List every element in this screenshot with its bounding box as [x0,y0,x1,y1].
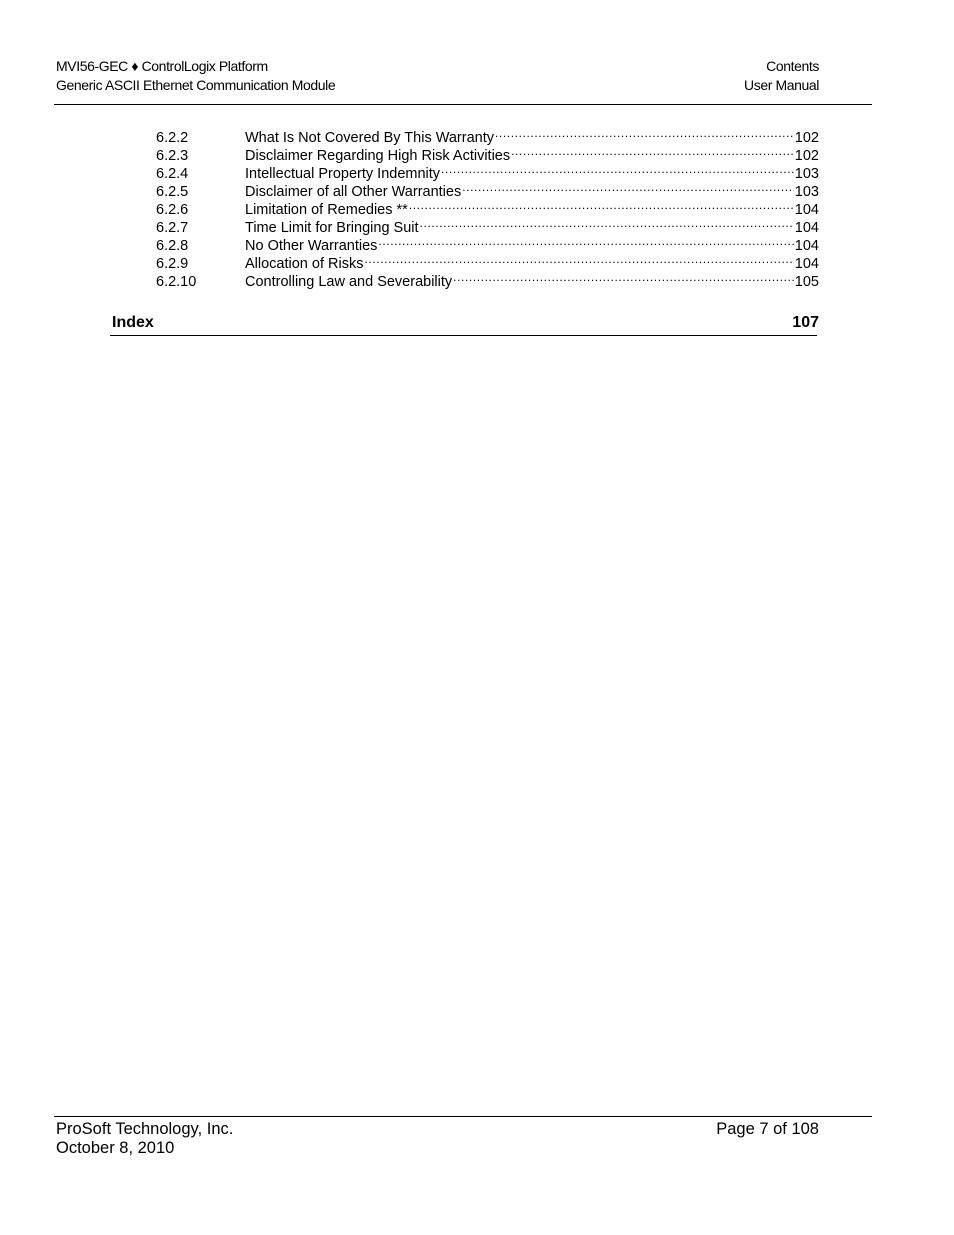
toc-entry-number: 6.2.5 [156,184,189,200]
header-divider [54,104,872,105]
toc-dot-leader [511,142,794,160]
toc-dot-leader [453,268,794,286]
toc-entry-title: Limitation of Remedies ** [245,202,408,218]
page-header [56,57,819,95]
toc-entry[interactable] [156,124,819,146]
header-row-1 [56,57,819,76]
toc-dot-leader [462,178,794,196]
footer-row-1 [56,1120,819,1139]
header-row-2 [56,76,819,95]
toc-entry-title: Time Limit for Bringing Suit [245,220,419,236]
toc-entry-title: What Is Not Covered By This Warranty [245,130,494,146]
page-footer [56,1120,819,1158]
toc-entry-title: Disclaimer Regarding High Risk Activities [245,148,511,164]
toc-entry-number: 6.2.10 [156,274,197,290]
toc-dot-leader [364,250,793,268]
header-section-name: Contents [766,58,819,74]
toc-entry-page: 102 [794,130,819,146]
toc-index-entry[interactable] [112,313,819,333]
header-document-type: User Manual [744,77,819,93]
toc-entry-number: 6.2.7 [156,220,189,236]
toc-entry-title: Intellectual Property Indemnity [245,166,441,182]
index-divider [110,335,817,336]
toc-entry-title: Allocation of Risks [245,256,364,272]
index-page-number: 107 [792,314,819,331]
toc-entry-page: 102 [794,148,819,164]
toc-dot-leader [495,124,794,142]
toc-entry-number: 6.2.3 [156,148,189,164]
toc-entry-number: 6.2.4 [156,166,189,182]
toc-dot-leader [409,196,794,214]
table-of-contents [156,124,819,290]
toc-dot-leader [420,214,794,232]
toc-dot-leader [378,232,793,250]
toc-entry-title: No Other Warranties [245,238,378,254]
toc-entry-page: 103 [794,184,819,200]
toc-entry-number: 6.2.8 [156,238,189,254]
header-product-title: MVI56-GEC ♦ ControlLogix Platform [56,58,268,74]
toc-entry-page: 104 [794,202,819,218]
toc-entry-number: 6.2.6 [156,202,189,218]
toc-entry-page: 103 [794,166,819,182]
toc-entry-page: 104 [794,256,819,272]
footer-date: October 8, 2010 [56,1139,175,1157]
toc-entry-title: Controlling Law and Severability [245,274,453,290]
toc-entry-page: 105 [794,274,819,290]
toc-entry-page: 104 [794,238,819,254]
toc-entry-page: 104 [794,220,819,236]
toc-entry-number: 6.2.2 [156,130,189,146]
toc-entry-title: Disclaimer of all Other Warranties [245,184,462,200]
index-label: Index [112,314,154,331]
toc-entry-number: 6.2.9 [156,256,189,272]
toc-dot-leader [441,160,794,178]
footer-company: ProSoft Technology, Inc. [56,1120,234,1138]
footer-page-number: Page 7 of 108 [716,1120,819,1138]
header-product-subtitle: Generic ASCII Ethernet Communication Module [56,77,336,93]
footer-divider [54,1116,872,1117]
footer-row-2 [56,1139,819,1158]
